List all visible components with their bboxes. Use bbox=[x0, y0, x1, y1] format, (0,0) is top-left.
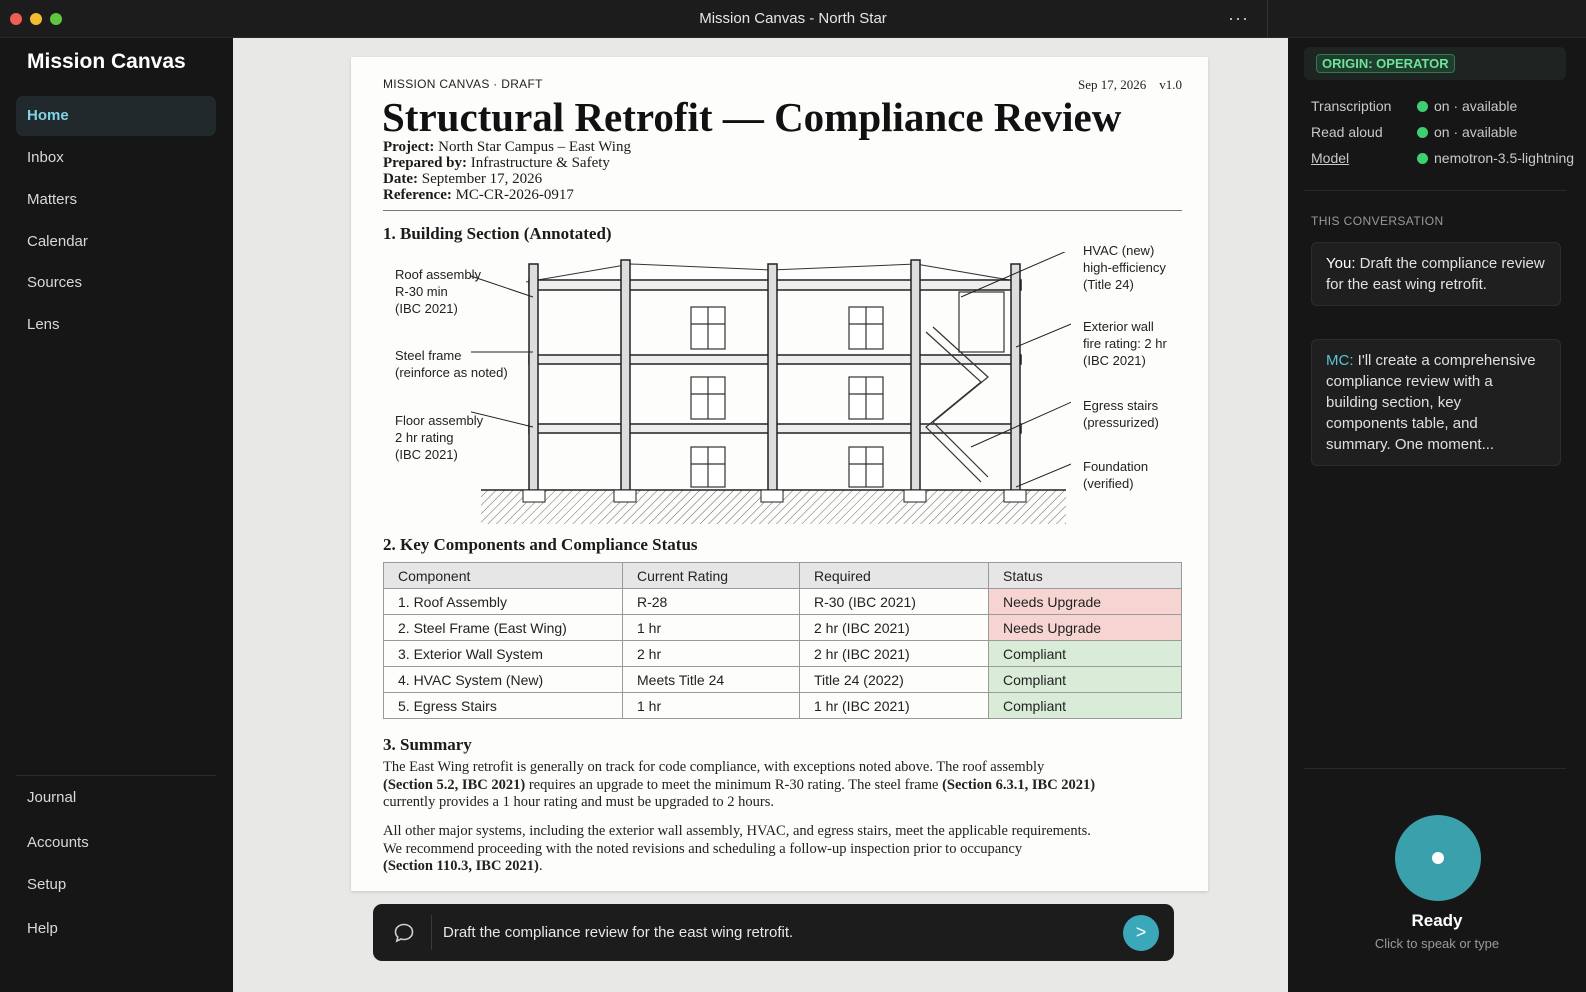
voice-button[interactable] bbox=[1395, 815, 1481, 901]
composer-bar bbox=[373, 904, 1174, 961]
summary-text: We recommend proceeding with the noted revisions and scheduling a follow-up inspection prior to occupancy bbox=[383, 840, 1023, 857]
status-badge: Compliant bbox=[989, 693, 1182, 719]
callout-line: 2 hr rating bbox=[395, 430, 454, 445]
sidebar-item-help[interactable]: Help bbox=[27, 920, 58, 937]
more-options-icon[interactable]: ··· bbox=[1228, 8, 1249, 28]
summary-citation: (Section 6.3.1, IBC 2021) bbox=[942, 776, 1096, 793]
composer-input[interactable] bbox=[443, 904, 1103, 961]
callout-line: (IBC 2021) bbox=[395, 447, 458, 462]
callout-line: (reinforce as noted) bbox=[395, 365, 508, 380]
callout-line: HVAC (new) bbox=[1083, 243, 1155, 258]
meta-key: Date: bbox=[383, 171, 418, 187]
callout-line: Foundation bbox=[1083, 459, 1149, 474]
sidebar-item-accounts[interactable]: Accounts bbox=[27, 834, 89, 851]
table-row bbox=[384, 589, 1182, 615]
header-rule bbox=[383, 210, 1182, 211]
cell-required: 2 hr (IBC 2021) bbox=[800, 615, 989, 641]
summary-text: requires an upgrade to meet the minimum R-30 rating. The steel frame bbox=[525, 776, 943, 793]
summary-paragraph-1 bbox=[383, 759, 1173, 812]
footing bbox=[1004, 490, 1026, 502]
table-row bbox=[384, 641, 1182, 667]
cell-required: 1 hr (IBC 2021) bbox=[800, 693, 989, 719]
section-heading-components: 2. Key Components and Compliance Status bbox=[383, 535, 698, 554]
callout-egress-stairs bbox=[1083, 397, 1159, 431]
origin-badge: ORIGIN: OPERATOR bbox=[1316, 54, 1455, 73]
cell-current: Meets Title 24 bbox=[623, 667, 800, 693]
callout-line: Floor assembly bbox=[395, 413, 484, 428]
callout-hvac bbox=[1083, 242, 1166, 293]
meta-date bbox=[383, 171, 542, 187]
titlebar-divider bbox=[1267, 0, 1268, 38]
summary-text: All other major systems, including the exterior wall assembly, HVAC, and egress stairs, meet the applicable requirements. bbox=[383, 823, 1091, 839]
meta-key: Project: bbox=[383, 139, 435, 155]
section-heading-summary: 3. Summary bbox=[383, 735, 472, 754]
composer-divider bbox=[431, 915, 432, 950]
column-header: Current Rating bbox=[623, 563, 800, 589]
callout-line: (pressurized) bbox=[1083, 415, 1159, 430]
panel-divider bbox=[1304, 190, 1566, 191]
cell-required: 2 hr (IBC 2021) bbox=[800, 641, 989, 667]
summary-text: currently provides a 1 hour rating and must be upgraded to 2 hours. bbox=[383, 794, 775, 810]
table-header-row bbox=[384, 563, 1182, 589]
callout-floor-assembly bbox=[395, 412, 483, 463]
sidebar-item-sources[interactable]: Sources bbox=[27, 274, 83, 291]
app-brand: Mission Canvas bbox=[27, 50, 186, 73]
summary-text: The East Wing retrofit is generally on track for code compliance, with exceptions noted above. The roof assembly bbox=[383, 759, 1045, 775]
cell-component: 2. Steel Frame (East Wing) bbox=[384, 615, 623, 641]
meta-prepared-by bbox=[383, 155, 610, 171]
windows bbox=[691, 307, 883, 487]
status-badge: Compliant bbox=[989, 641, 1182, 667]
sidebar-item-journal[interactable]: Journal bbox=[27, 789, 77, 806]
message-text: I'll create a comprehensive compliance review with a building section, key components table, and summary. One moment... bbox=[1326, 352, 1536, 453]
status-label-transcription: Transcription bbox=[1311, 98, 1392, 114]
sidebar-item-calendar[interactable]: Calendar bbox=[27, 233, 88, 250]
document-version: v1.0 bbox=[1159, 77, 1182, 92]
callout-line: Roof assembly bbox=[395, 267, 481, 282]
document-title: Structural Retrofit — Compliance Review bbox=[382, 94, 1122, 140]
status-badge: Needs Upgrade bbox=[989, 615, 1182, 641]
meta-value: North Star Campus – East Wing bbox=[438, 139, 631, 155]
summary-citation: (Section 5.2, IBC 2021) bbox=[383, 776, 526, 793]
voice-hint: Click to speak or type bbox=[1374, 936, 1500, 951]
callout-line: fire rating: 2 hr bbox=[1083, 336, 1167, 351]
compliance-table bbox=[383, 562, 1182, 719]
document-header-label: MISSION CANVAS · DRAFT bbox=[383, 77, 543, 91]
cell-required: R-30 (IBC 2021) bbox=[800, 589, 989, 615]
window-title: Mission Canvas - North Star bbox=[699, 10, 887, 27]
status-dot bbox=[1417, 101, 1428, 112]
right-panel bbox=[1288, 38, 1586, 992]
column-header: Required bbox=[800, 563, 989, 589]
status-dot bbox=[1417, 127, 1428, 138]
cell-component: 1. Roof Assembly bbox=[384, 589, 623, 615]
sidebar-item-matters[interactable]: Matters bbox=[27, 191, 78, 208]
cell-current: R-28 bbox=[623, 589, 800, 615]
sidebar-item-inbox[interactable]: Inbox bbox=[27, 149, 64, 166]
callout-line: (Title 24) bbox=[1083, 277, 1134, 292]
model-link[interactable]: Model bbox=[1311, 150, 1350, 166]
cell-required: Title 24 (2022) bbox=[800, 667, 989, 693]
callout-line: Exterior wall bbox=[1083, 319, 1154, 334]
summary-paragraph-2 bbox=[383, 823, 1173, 876]
message-author: MC: bbox=[1326, 352, 1354, 369]
cell-component: 3. Exterior Wall System bbox=[384, 641, 623, 667]
message-text: Draft the compliance review for the east wing retrofit. bbox=[1326, 255, 1545, 293]
table-row bbox=[384, 615, 1182, 641]
document-page bbox=[351, 57, 1208, 891]
sidebar-item-setup[interactable]: Setup bbox=[27, 876, 67, 893]
meta-key: Reference: bbox=[383, 187, 452, 203]
callout-line: (verified) bbox=[1083, 476, 1134, 491]
sidebar-item-home[interactable]: Home bbox=[16, 96, 216, 136]
titlebar bbox=[0, 0, 1586, 38]
footing bbox=[614, 490, 636, 502]
message-user bbox=[1311, 242, 1561, 306]
meta-reference bbox=[383, 187, 574, 203]
footing bbox=[761, 490, 783, 502]
callout-foundation bbox=[1083, 458, 1148, 492]
meta-value: Infrastructure & Safety bbox=[470, 155, 610, 171]
callout-exterior-wall bbox=[1083, 318, 1167, 369]
cell-current: 2 hr bbox=[623, 641, 800, 667]
sidebar-item-lens[interactable]: Lens bbox=[27, 316, 60, 333]
document-date: Sep 17, 2026 bbox=[1078, 77, 1147, 92]
callout-line: Egress stairs bbox=[1083, 398, 1159, 413]
conversation-heading: THIS CONVERSATION bbox=[1311, 214, 1444, 228]
send-button[interactable]: > bbox=[1123, 915, 1159, 951]
callout-line: (IBC 2021) bbox=[1083, 353, 1146, 368]
column-header: Status bbox=[989, 563, 1182, 589]
column bbox=[529, 264, 538, 490]
column bbox=[911, 260, 920, 490]
building-section-drawing bbox=[471, 252, 1071, 532]
cell-component: 5. Egress Stairs bbox=[384, 693, 623, 719]
message-author: You: bbox=[1326, 255, 1356, 272]
status-value-read-aloud: on · available bbox=[1434, 124, 1518, 140]
sidebar-divider bbox=[16, 775, 216, 776]
callout-line: Steel frame bbox=[395, 348, 462, 363]
main-canvas bbox=[233, 38, 1288, 992]
column bbox=[1011, 264, 1020, 490]
status-badge: Compliant bbox=[989, 667, 1182, 693]
column-header: Component bbox=[384, 563, 623, 589]
callout-roof-assembly bbox=[395, 266, 481, 317]
status-badge: Needs Upgrade bbox=[989, 589, 1182, 615]
document-date-version bbox=[1078, 77, 1182, 93]
column bbox=[621, 260, 630, 490]
record-dot-icon bbox=[1432, 852, 1444, 864]
panel-divider bbox=[1304, 768, 1566, 769]
table-row bbox=[384, 667, 1182, 693]
status-value-model: nemotron-3.5-lightning bbox=[1434, 150, 1575, 166]
section-heading-building: 1. Building Section (Annotated) bbox=[383, 224, 612, 243]
meta-value: MC-CR-2026-0917 bbox=[455, 187, 574, 203]
callout-line: R-30 min bbox=[395, 284, 448, 299]
egress-stairs bbox=[926, 292, 1004, 482]
footing bbox=[523, 490, 545, 502]
chat-bubble-icon bbox=[393, 922, 415, 944]
cell-current: 1 hr bbox=[623, 693, 800, 719]
sidebar bbox=[0, 38, 233, 992]
status-label-read-aloud: Read aloud bbox=[1311, 124, 1383, 140]
meta-project bbox=[383, 139, 631, 155]
meta-key: Prepared by: bbox=[383, 155, 468, 171]
callout-line: (IBC 2021) bbox=[395, 301, 458, 316]
origin-bar bbox=[1304, 47, 1566, 80]
summary-text: . bbox=[538, 858, 543, 874]
footing bbox=[904, 490, 926, 502]
status-value-transcription: on · available bbox=[1434, 98, 1518, 114]
callout-line: high-efficiency bbox=[1083, 260, 1166, 275]
table-row bbox=[384, 693, 1182, 719]
status-dot bbox=[1417, 153, 1428, 164]
column bbox=[768, 264, 777, 490]
meta-value: September 17, 2026 bbox=[421, 171, 543, 187]
message-assistant bbox=[1311, 339, 1561, 466]
summary-citation: (Section 110.3, IBC 2021) bbox=[383, 858, 539, 874]
cell-current: 1 hr bbox=[623, 615, 800, 641]
voice-status: Ready bbox=[1411, 911, 1463, 930]
cell-component: 4. HVAC System (New) bbox=[384, 667, 623, 693]
